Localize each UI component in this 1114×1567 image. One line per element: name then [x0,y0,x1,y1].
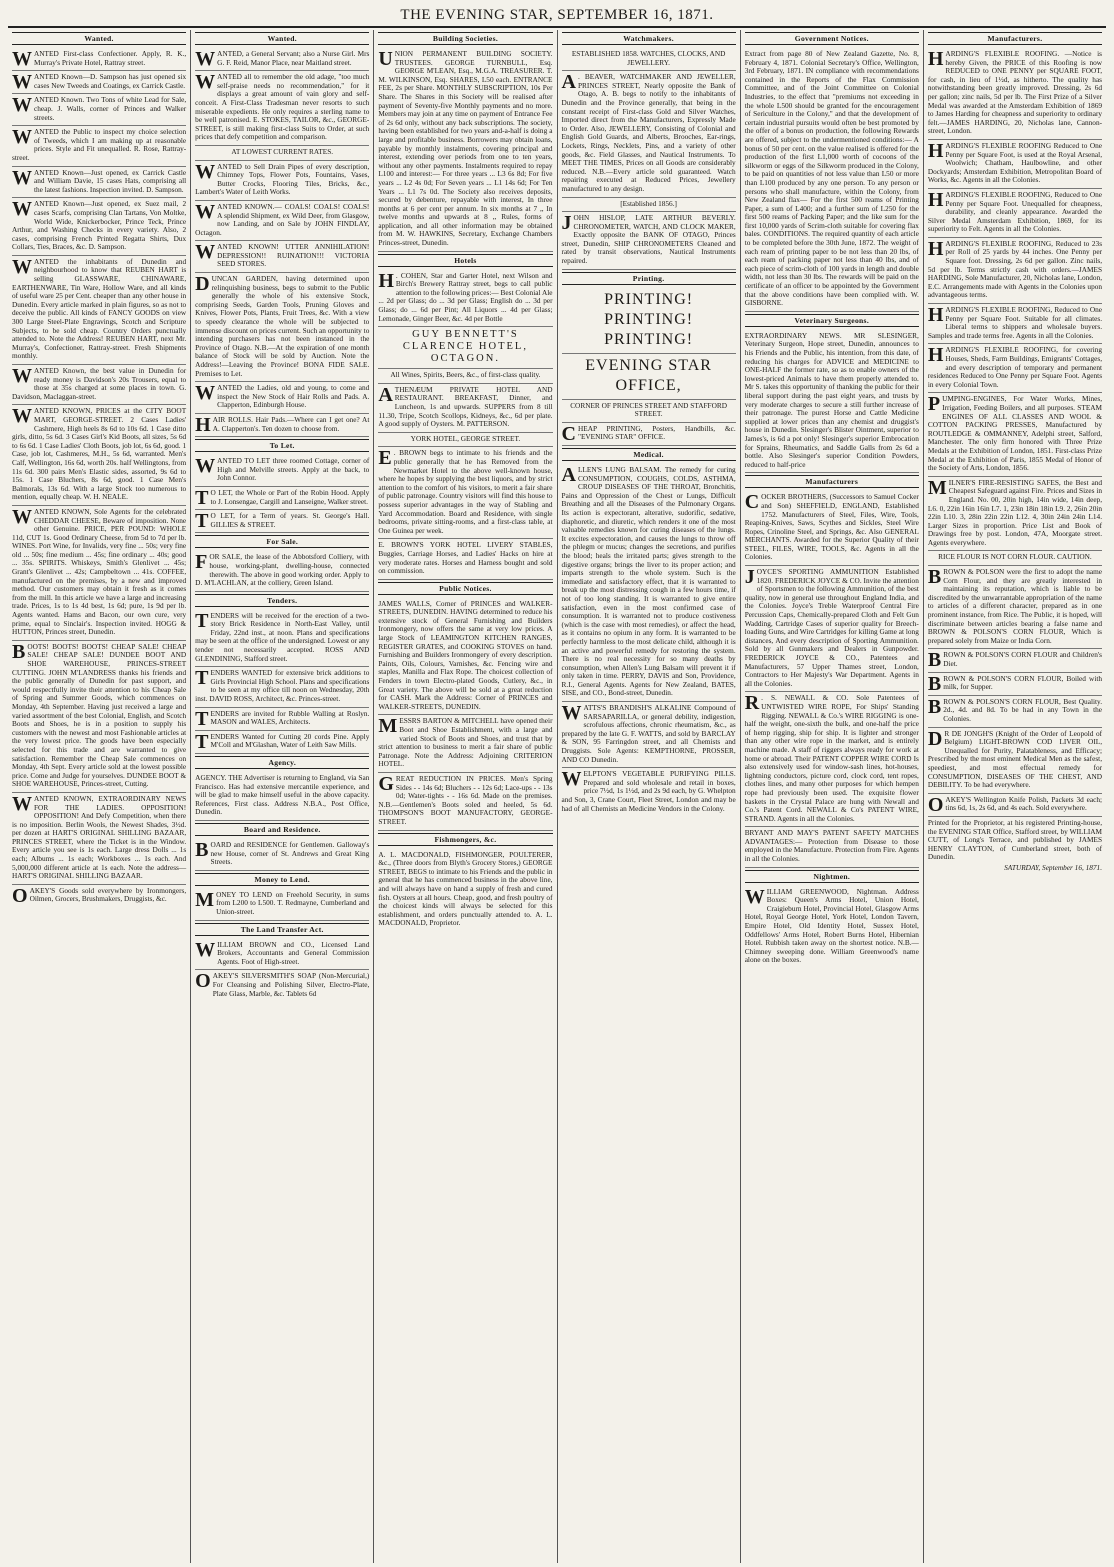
advertisement [195,839,369,871]
advertisement [378,773,552,831]
advertisement [928,393,1102,476]
advertisement-text: ROWN & POLSON'S CORN FLOUR, Boiled with milk, for Supper. [943,673,1103,692]
advertisement [745,886,919,968]
drop-cap: W [12,94,32,117]
advertisement [378,433,552,448]
drop-cap: H [195,413,211,436]
advertisement-text: OARD and RESIDENCE for Gentlemen. Galloway's new House, corner of St. Andrews and Great King Streets. [210,839,370,867]
advertisement-text: ELPTON'S VEGETABLE PURIFYING PILLS. Prepared and sold wholesale and retail in boxes, price 7½d, 1s 1½d, and 2s 9d each, by G. Whelpton and Son, 3, Crane Court, Fleet Street, London and may be had of all Chemists an Medicine Vendors in the Colony. [561,769,736,813]
section-heading: Building Societies. [378,32,552,45]
advertisement [928,551,1102,566]
drop-cap: T [195,667,209,690]
advertisement-text: ENDERS are invited for Rubble Walling at Roslyn. MASON and WALES, Architects. [210,708,370,727]
advertisement [378,849,552,931]
printer-imprint: Printed for the Proprietor, at his registered Printing-house, the EVENING STAR Office, Stafford street, by WILLIAM CUTT, of Long's Terrace, and published by JAMES HENRY CLAYTON, of Cumberland street, both of Dunedin. [927,817,1103,862]
advertisement [195,889,369,921]
advertisement-text: AT LOWEST CURRENT RATES. [231,146,334,156]
advertisement [12,126,186,166]
advertisement [195,146,369,161]
advertisement-text: ENDERS will be received for the erection of a two-story Brick Residence in North-East Valley, until Friday, 22nd inst., at noon. Plans and specifications may be seen at the office of the undersigned. Lowest or any tender not necessarily accepted. ROSS AND GLENDINING, Stafford street. [195,610,370,663]
drop-cap: T [195,730,209,753]
advertisement [378,447,552,539]
issue-date: SATURDAY, September 16, 1871. [1004,862,1103,872]
advertisement-text: ILLIAM BROWN and CO., Licensed Land Brokers, Accountants and General Commission Agents. Foot of High-street. [217,939,370,966]
advertisement [378,384,552,433]
section-heading: The Land Transfer Act. [195,923,369,936]
drop-cap: W [561,768,582,791]
advertisement [195,708,369,731]
drop-cap: W [12,365,32,387]
advertisement-text: OYCE'S SPORTING AMMUNITION Established 1820. FREDERICK JOYCE & CO. Invite the attention of Sportsmen to the following Ammunition, of the best quality, now in general use throughout England India, and the Colonies. Joyce's Treble Waterproof Central Fire Percussion Caps, Chemically-prepared Cloth and Felt Gun Wadding, Cartridge Cases of superior quality for Breech-loading Guns, and Wire Cartridges for killing Game at long distances, And every description of Sporting Ammunition. Sold by all Gunmakers and Dealers in Gunpowder. FREDERICK JOYCE & CO., Patentees and Manufacturers, 57 Upper Thames street, London, Contractors to Her Majesty's War Department. Agents in all the Colonies. [744,567,919,688]
drop-cap: A [561,464,576,487]
advertisement-text: . BROWN begs to intimate to his friends and the public generally that he has Removed from the Newmarket Hotel to the above well-known house, where he hopes by supplying the best liquors, and by strict attention to the comfort of his visitors, to merit a fair share of public patronage. Country visitors will find this house to possess superior advantages in the way of Stabling and Yard Accommodation. Board and Residence, with single bedrooms, private sitting-rooms, and a first-class table, at One Guinea per week. [378,448,553,535]
advertisement [195,48,369,71]
section-heading: Medical. [562,448,736,461]
advertisement [745,491,919,566]
advertisement-text: ROWN & POLSON'S CORN FLOUR and Children's Diet. [943,650,1103,668]
advertisement [195,487,369,510]
section-heading: Fishmongers, &c. [378,833,552,846]
advertisement-text: JAMES WALLS, Corner of PRINCES and WALKER-STREETS, DUNEDIN. HAVING determined to reduce his extensive stock of General Furnishing and Builders Ironmongery, now offers the same at very low prices. A large Stock of LEAMINGTON KITCHEN RANGES, REGISTER GRATES, and COOKING STOVES on hand. Furnishing and Builders Ironmongery of every description. Paints, Oils, Colours, Varnishes, &c. Fencing wire and staples, Manilla and Flax Rope. The choicest collection of Fenders in town Electro-plated Goods, Cutlery, &c., in Great variety. The above will be sold at a great reduction for CASH. Mark the Address: Corner of PRINCES and WALKER-STREETS, DUNEDIN. [378,598,553,711]
advertisement-text: [Established 1856.] [620,198,677,208]
advertisement-text: ATTS'S BRANDISH'S ALKALINE Compound of SARSAPARILLA, or general debility, indigestion, scrofulous affections, chronic rheumatism, &c., as prepared by the late G. F. WATTS, and sold by BARCLAY & SON, 95 Farringdon street, and all Chemists and Druggists. Sole Agents: KEMPTHORNE, PROSSER, AND CO Dunedin. [561,703,736,764]
advertisement [928,566,1102,649]
advertisement [562,212,736,270]
drop-cap: B [927,649,942,672]
advertisement-text: O LET, for a Term of years. St. George's Hall. GILLIES & STREET. [210,511,370,529]
advertisement-text: GUY BENNETT'S CLARENCE HOTEL, OCTAGON. [402,329,528,365]
advertisement-text: AKEY'S Goods sold everywhere by Ironmongers, Oilmen, Grocers, Brushmakers, Druggists, &c. [29,885,187,904]
advertisement [928,728,1102,794]
drop-cap: O [12,884,28,907]
drop-cap: T [195,707,209,730]
drop-cap: H [927,237,944,260]
col-3 [374,30,557,1563]
col-2 [191,30,374,1563]
advertisement-text: UNCAN GARDEN, having determined upon relinquishing business, begs to submit to the Public generally the whole of his extensive Stock, comprising Seeds, Garden Tools, Pruning Gloves and Knives, Flower Pots, Plants, Fruit Trees, &c. With a view to speedy clearance the whole will be subjected to immense discount on prices current. Such an opportunity to intending purchasers has not been instanced in the Province of Otago. N.B.—At the expiration of one month balance of Stock will be sold by Auction. Note the Address!—Leaving the Province! BONA FIDE SALE. Premises to Let. [195,274,370,378]
advertisement [562,354,736,400]
advertisement [195,201,369,241]
advertisement [378,369,552,384]
drop-cap: W [12,198,32,221]
drop-cap: B [927,566,942,589]
advertisement-text: ANTED First-class Confectioner. Apply, R. K., Murray's Private Hotel, Rattray street. [34,49,187,67]
advertisement [928,794,1102,817]
advertisement-text: EVENING STAR OFFICE, [585,356,712,394]
drop-cap: B [927,672,942,695]
advertisement [745,827,919,867]
drop-cap: H [927,188,944,211]
advertisement-text: CORNER OF PRINCES STREET AND STAFFORD STREET. [570,400,727,419]
advertisement [928,304,1102,344]
drop-cap: D [195,273,210,296]
advertisement-text: ARDING'S FLEXIBLE ROOFING, Reduced to 23s per Roll of 25 yards by 44 inches. One Penny per Square foot. Dressing, 2s 6d per gallon. Zinc nails, 5d per lb. Terms strictly cash with orders.—JAMES HARDING, Sole Manufacturer, 20, Nicholas lane, London, E.C. Arrangements made with Agents in the Colonies upon advantageous terms. [927,238,1103,300]
advertisement-text: ANTED the inhabitants of Dunedin and neighbourhood to know that REUBEN HART is selling GLASSWARE, CHINAWARE, EARTHENWARE, Tin Ware, Hollow Ware, and all kinds of useful ware 25 per Cent. cheaper than any other house in Dunedin. Every article marked in plain figures, so as not to deceive the public. All kinds of FANCY GOODS on view 300 Large Steel-Plate Engravings, Scotch and Scripture Subjects, to be sold cheap. Country Orders punctually attended to. Note the Address! REUBEN HART, next Mr. Murray's, Confectioner, Rattray-street. Fresh Shipments monthly. [12,256,187,361]
advertisement-text: Extract from page 80 of New Zealand Gazette, No. 8, February 4, 1871. Colonial Secretary's Office, Wellington, 3rd February, 1871. IN compliance with recommendations contained in the Reports of the Flax Commission Committee, and of the Joint Committee on Colonial Industries, to the effect that "premiums not exceeding in the whole L500 should be granted for the encouragement of Sericulture in the Colony," and that the development of certain industrial pursuits would often be best promoted by the offer of a bonus on production, the following Rewards are offered, subject to the undermentioned conditions:— A bonus of 50 per cent. on the value realised is offered for the production of the first L1,000 worth of cocoons of the silkworm or eggs of the Silkworm produced in the Colony, to be paid on quantities of not less value than L50 or more than L100 produced by any one person. To any person or persons who shall manufacture, within the Colony, from New Zealand flax— For the first 500 reams of Printing Paper, a sum of L400; and a further sum of L250 for the first 500 reams of Packing Paper; and the like sum for the first 10,000 yards of Scrim-cloth suitable for covering flax bales. CONDITIONS. The required quantity of each article to be completed before the 30th June, 1872. The weight of each ream of printing paper to be not less than 20 lbs, of each ream of packing paper not less than 40 lbs, and of each piece of scrim-cloth of 100 yards in length and double width, not less than 30 lbs. The rewards will be paid on the certificate of an officer to be appointed by the Government that the above conditions have been complied with. W. GISBORNE. [744,49,919,308]
drop-cap: D [927,727,943,750]
advertisement [12,198,186,256]
drop-cap: B [12,640,26,663]
advertisement-text: ANTED Known—D. Sampson has just opened six cases New Tweeds and Coatings, ex Carrick Castle. [34,72,187,90]
advertisement [12,506,186,641]
section-heading: Watchmakers. [562,32,736,45]
advertisement-text: ANTED Known—Just opened, ex Suez mail, 2 cases Scarfs, comprising Clan Tartans, Von Moltke, World Wide, Knickerbocker, Prince Teck, Prince Arthur, and Washing Checks in every variety. Also, 2 cases, comprising French Printed Regatta Shirts, Dux Collars, Ties, Braces, &c. D. Sampson. [12,199,187,252]
advertisement [562,423,736,446]
col-4 [558,30,741,1563]
section-heading: Agency. [195,756,369,769]
advertisement-text: R DE JONGH'S (Knight of the Order of Leopold of Belgium) LIGHT-BROWN COD LIVER OIL, Unequalled for Purity, Palatableness, and Efficacy; Prescribed by the most eminent Medical Men as the safest, speediest, and most effectual remedy for CONSUMPTION, DISEASES OF THE CHEST, AND DEBILITY. To be had everywhere. [927,728,1103,790]
advertisement-text: LLEN'S LUNG BALSAM. The remedy for curing CONSUMPTION, COUGHS, COLDS, ASTHMA, CROUP DISEASES OF THE THROAT, Bronchitis, Pains and Oppression of the Chest or Lungs, Difficult Breathing and all the Diseases of the Pulmonary Organs. Its action is expectorant, alterative, sudorific, sedative, diaphoretic, and diuretic, which renders it one of the most valuable remedies known for curing diseases of the lungs. It excites expectoration, and causes the lungs to throw off the phlegm or mucus; changes the secretions, and purifies the blood; heals the irritated parts; gives strength to the digestive organs; brings the liver to its proper action; and imparts strength to the whole system. Such is the immediate and satisfactory effect, that it is warranted to break up the most distressing cough in a few hours time, if not of too long standing. It is warranted to give entire satisfaction, even in the most confirmed case of consumption. It is warranted not to produce costiveness (which is the case with most remedies), or affect the head, as it contains no opium in any form. It is warranted to be perfectly harmless to the most delicate child, although it is an active and powerful remedy for restoring the system. There is no real necessity for so many deaths by consumption, when Allen's Lung Balsam will prevent it if only taken in time. PERRY, DAVIS and Son, Providence, R.I., General Agents. Agents for New Zealand, BATES, SISE, and CO., Bond-street, Dunedin. [561,465,736,698]
col-1 [8,30,191,1563]
drop-cap: W [195,455,216,478]
drop-cap: H [927,48,944,70]
advertisement-text: ROWN & POLSON were the first to adopt the name Corn Flour, and they are greatly interested in maintaining its reputation, which is liable to be discredited by the unwarrantable appropriation of the name to articles of a different character, prepared as in one prominent instance, from Rice. The Public, it is hoped, will discriminate between articles bearing a false name and BROWN & POLSON'S CORN FLOUR, Which is prepared solely from Maize or India Corn. [927,567,1103,645]
advertisement-text: ILNER'S FIRE-RESISTING SAFES, the Best and Cheapest Safeguard against Fire. Prices and Sizes in England. No. 00, 20in high, 14in wide, 14in deep, L6. 0, 22in 16in 16in L7. 1, 23in 18in 18in L9. 2, 26in 20in 22in L10. 3, 28in 22in 22in L12. 4, 30in 24in 24in L14. Larger Sizes in proportion. Price List and Book of Drawings free by post. London, 47A, Moorgate street. Agents everywhere. [927,477,1103,547]
column-container [8,30,1106,1563]
drop-cap: B [927,695,942,718]
advertisement [928,673,1102,696]
advertisement-text: ANTED KNOWN, PRICES at the CITY BOOT MART, GEORGE-STREET. 2 Cases Ladies' Cashmere, High heels 8s 6d to 10s 6d. 1 Case ditto girls, ditto, 5s 6d. 3 Cases Girl's Kid Boots, all sizes, 5s 6d to 6s 6d. 1 Case Ladies' Cloth Boots, job lot, 6s 6d, good. 1 Case, job lot, Cashmeres, M.H., 5s 6d, warranted. Men's Calf, Wellington, 16s 6d, worth 20s. half Wellingtons, from 11s 6d. 300 pairs Men's Elastic sides, assorted, 9s 6d to 15s. 1 Case Bluchers, 8s 6d, good. 1 Case Men's Balmorals, 13s 6d. With a large Stock too numerous to mention, equally cheap. W. H. NEALE. [12,406,187,502]
drop-cap: W [12,792,32,815]
advertisement-text: ROWN & POLSON'S CORN FLOUR, Best Quality. 2d., 4d. and 8d. To be had in any Town in the Colonies. [943,696,1103,723]
advertisement-text: RICE FLOUR IS NOT CORN FLOUR. CAUTION. [938,552,1092,562]
advertisement [12,48,186,71]
advertisement [195,731,369,754]
drop-cap: T [195,609,209,632]
advertisement [378,270,552,328]
section-heading: Wanted. [12,32,186,45]
advertisement [928,189,1102,238]
advertisement [12,167,186,199]
advertisement [562,768,736,816]
drop-cap: W [12,166,32,189]
drop-cap: C [561,422,576,445]
advertisement [562,288,736,354]
advertisement [745,692,919,827]
drop-cap: R [744,692,760,715]
advertisement [12,365,186,405]
section-heading: Money to Lend. [195,873,369,886]
drop-cap: T [195,510,209,533]
advertisement-text: OOTS! BOOTS! BOOTS! CHEAP SALE! CHEAP SALE! CHEAP SALE! DUNDEE BOOT AND SHOE WAREHOUSE, PRINCES-STREET CUTTING. JOHN M'LANDRESS thanks his friends and the public generally of Dunedin for past support, and would respectfully invite their attention to his Cheap Sale of Spring and Summer Goods, which commences on Monday, 4th September. Having just received a large and varied assortment of the best Colonial, English, and Scotch Boots and Shoes, he is in a position to supply his customers with the newest and most Fashionable articles at the very lowest price. The goods have been especially selected for this trade and are warranted to give satisfaction. Remember the Cheap Sale commences on Monday, 4th Sept. Every article sold at the lowest possible price. Come and Judge for yourselves. DUNDEE BOOT & SHOE WAREHOUSE, Princes-street, Cutting. [12,641,187,789]
section-heading: Hotels [378,254,552,267]
drop-cap: H [927,344,944,367]
advertisement-text: . BEAVER, WATCHMAKER AND JEWELLER, PRINCES STREET, Nearly opposite the Bank of Otago, A. B. begs to notify to the inhabitants of Dunedin and the Province generally, that being in the constant receipt of First-class Gold and Silver Watches, Imported direct from the Manufacturers, Expressly Made to Order. Also, JEWELLERY, Consisting of Colonial and English Gold Guards, and Alberts, Brooches, Ear-rings, Lockets, Rings, Necklets, Pins, and a variety of other goods, &c. Field Glasses, and Nautical Instruments. To MEET THE TIMES, Prices on all Goods are considerably reduced. N.B.—Every article sold guaranteed. Watch repairing executed at Reduced Prices, Jewellery manufactured to any design. [561,72,736,193]
drop-cap: O [195,970,211,993]
advertisement [195,667,369,707]
advertisement-text: ANTED Known. Two Tons of white Lead for Sale, cheap. J. Walls, corner of Princes and Walker streets. [34,95,187,122]
advertisement-text: BRYANT AND MAY'S PATENT SAFETY MATCHES ADVANTAGES:— Protection from Disease to those employed in the Manufacture. Protection from Fire. Agents in all the Colonies. [744,828,919,864]
drop-cap: W [12,405,32,428]
advertisement-text: ANTED to Sell Drain Pipes of every description, Chimney Tops, Flower Pots, Fountains, Vases, Butter Crocks, Flooring Tiles, Bricks, &c., Lambert's Water of Leith Works. [195,161,370,197]
advertisement [928,344,1102,393]
drop-cap: T [195,486,209,509]
drop-cap: W [12,126,32,149]
advertisement-text: NION PERMANENT BUILDING SOCIETY. TRUSTEES. GEORGE TURNBULL, Esq. GEORGE M'LEAN, Esq., M.G.A. TREASURER. T. M. WILKINSON, Esq. SHARES, L50 each. ENTRANCE FEE, 2s per Share. MONTHLY SUBSCRIPTION, 10s Per Share. The Shares in this Society will be realised after payment of Seventy-five Monthly payments and no more. Members may join at any time on payment of Entrance Fee of 2s 6d only, without any back subscriptions. The society, having been established for two years and-a-half is doing a large and profitable business. Borrowers may obtain loans, payable by monthly instalments, covering principal and interest, extending over periods from one to ten years, without any other payments. Instalments required to repay L100 and interest:— For three years ... L3 6s 8d; For five years ... L2 4s 0d; For Seven years ... L1 14s 6d; For Ten Years ... L1 7s 0d. The Society also receives deposits, secured by debenture, repayable with interest, In three months at 6 per cent per annum. In six months at 7 ,, In twelve months and upwards at 8 ,, Rules, forms of application, and all other information may be obtained from M. W. HAWKINS, Secretary, Exchange Chambers Princes-street, Dunedin. [378,49,553,248]
advertisement-text: ONEY TO LEND on Freehold Security, in sums from L200 to L500. T. Redmayne, Cumberland and Union-street. [216,889,370,916]
advertisement-text: HEAP PRINTING, Posters, Handbills, &c. "EVENING STAR" OFFICE. [577,423,736,442]
advertisement-text: ARDING'S FLEXIBLE ROOFING. —Notice is hereby Given, the PRICE of this Roofing is now REDUCED to ONE PENNY per SQUARE FOOT, for cash, in lieu of 1½d, as hitherto. The quality has notwithstanding been greatly improved. Dressing, 2s 6d per gallon; zinc nails, 5d per lb. The First Prize of a Silver Medal was awarded at the Amsterdam Exhibition of 1869 to James Harding for cheapness and superiority to ordinary felt.—JAMES HARDING, 20, Nicholas lane, Cannon-street, London. [927,49,1103,136]
drop-cap: W [195,382,216,405]
advertisement [12,71,186,94]
advertisement [378,715,552,773]
section-heading: Manufacturers. [928,32,1102,45]
advertisement [195,382,369,414]
drop-cap: H [927,304,944,327]
drop-cap: W [12,505,32,528]
advertisement [195,551,369,591]
advertisement-text: ARDING'S FLEXIBLE ROOFING, Reduced to One Penny per Square Foot. Unequalled for cheapness, durability, and cleanly appearance. Awarded the Silver Medal Amsterdam Exhibition, 1869, for its superiority to Felt. Agents in all the Colonies. [927,189,1103,234]
advertisement-text: ANTED the Public to inspect my choice selection of Tweeds, which I am making up at reasonable prices. Style and Fit unequalled. R. Rose, Rattray-street. [12,127,187,162]
drop-cap: G [378,772,394,795]
advertisement-text: ANTED KNOWN! UTTER ANNIHILATION! DEPRESSION!! RUINATION!!! VICTORIA SEED STORES. [217,242,370,269]
section-heading: Wanted. [195,32,369,45]
drop-cap: P [927,393,941,416]
advertisement-text: ESSRS BARTON & MITCHELL have opened their Boot and Shoe Establishment, with a large and varied Stock of Boots and Shoes, and trust that by strict attention to business to merit a fair share of public Patronage. Note the Address: Adjoining CRITERION HOTEL. [378,716,553,769]
drop-cap: W [195,160,216,183]
advertisement-text: E. BROWN'S YORK HOTEL LIVERY STABLES, Buggies, Carriage Horses, and Ladies' Hacks on hire at very moderate rates. Horses and Harness bought and sold on commission. [378,540,553,576]
drop-cap: W [561,702,582,725]
drop-cap: J [561,212,572,235]
advertisement-text: OR SALE, the lease of the Abbotsford Colliery, with house, working-plant, dwelling-house, connected therewith. The above in good working order. Apply to D. M'LACHLAN, at the colliery, Green Island. [195,552,370,588]
advertisement-text: AGENCY. THE Advertiser is returning to England, via San Francisco. Has had extensive mercantile experience, and will be glad to make himself useful in the above capacity. References, First class. Address N.B.A., Post Office, Dunedin. [195,773,370,817]
advertisement [745,566,919,692]
drop-cap: B [195,838,209,861]
advertisement [562,48,736,71]
advertisement [12,256,186,365]
advertisement [195,510,369,533]
drop-cap: U [378,48,393,70]
advertisement [928,140,1102,189]
advertisement-text: ANTED KNOWN, Sole Agents for the celebrated CHEDDAR CHEESE, Beware of imposition. None other Genuine. PRICE, PER POUND: WHOLE 11d, CUT 1s. Good Ordinary Cheese, from 5d to 7d per lb. WINES. Port Wine, for Invalids, very fine ... 50s; very fine old ... 50s; fine medium ... 45s; fine ordinary ... 40s; good ... 35s. SPIRITS. Whiskeys, Smith's Glenlivet ... 45s; Grant's Glenlivet ... 42s; Campbeltown ... 41s. COFFEE, manufactured on the premises, by a new and improved method. Our customers may obtain it fresh as it comes from the mill. In this article we have a large and increasing trade. Prices, 1s to 1s 4d best, 1s 6d; pure, 1s 9d per lb. Agents wanted. Hams and Bacon, our own cure, very prime, equal to Sinclair's. Inspection invited. HOGG & HUTTON, Princes street, Dunedin. [12,506,187,637]
advertisement-text: ANTED, a General Servant; also a Nurse Girl. Mrs G. F. Reid, Manor Place, near Maitland street. [217,49,370,67]
advertisement [195,772,369,821]
advertisement [195,273,369,382]
drop-cap: M [195,888,215,911]
advertisement-text: REAT REDUCTION IN PRICES. Men's Spring Sides - - 14s 6d; Bluchers - - 12s 6d; Lace-ups - - 13s 0d; Water-tights - - 16s 6d. Made on the premises. N.B.—Gentlemen's Boots soled and heeled, 5s 6d. THOMPSON'S BOOT MANUFACTORY, GEORGE-STREET. [378,773,553,826]
advertisement [195,939,369,971]
advertisement-text: AIR ROLLS. Hair Pads.—Where can I get one? At A. Clapperton's. Ten dozen to choose from. [212,414,370,433]
drop-cap: J [744,566,755,589]
drop-cap: W [195,200,216,223]
advertisement-text: THENÆUM PRIVATE HOTEL AND RESTAURANT. BREAKFAST, Dinner, and Luncheon, 1s and upwards. SUPPERS from 8 till 11.30, Tripe, Scotch Scollops, Kidneys, &c., 6d per plate. A good supply of Oysters. M. PATTERSON. [378,384,553,429]
advertisement-text: ESTABLISHED 1858. WATCHES, CLOCKS, AND JEWELLERY. [571,49,726,67]
drop-cap: H [927,139,944,162]
advertisement-text: ILLIAM GREENWOOD, Nightman. Address Boxes: Queen's Arms Hotel, Union Hotel, Craigieburn Hotel, Provincial Hotel, Glasgow Arms Hotel, Royal George Hotel, York Hotel, London Tavern, Empire Hotel, Old Identity Hotel, Sussex Hotel, Oddfellows' Arms Hotel, Robert Burns Hotel, Hibernian Hotel. Rubbish taken away on the shortest notice. N.B.—Chimney sweeping done. William Greenwood's name alone on the boxes. [744,886,919,965]
drop-cap: W [12,255,32,278]
col-5 [741,30,924,1563]
advertisement-text: ARDING'S FLEXIBLE ROOFING Reduced to One Penny per Square Foot, is used at the Royal Arsenal, Woolwich; Chatham, Haulbowline, and other Dockyards; Amsterdam Exhibition, Metropolitan Board of Works, &c. Agents in all the Colonies. [927,140,1103,185]
advertisement [562,198,736,213]
advertisement [562,400,736,423]
advertisement [378,539,552,579]
advertisement [195,71,369,146]
drop-cap: A [561,71,576,94]
advertisement [195,414,369,437]
advertisement-text: ANTED Known, the best value in Dunedin for ready money is Davidson's 20s Trousers, equal to those at 35s charged at some places in town. G. Davidson, Maclaggan-street. [12,366,187,401]
advertisement [928,696,1102,728]
advertisement [745,48,919,312]
drop-cap: W [195,71,216,94]
advertisement [12,94,186,126]
col-6 [924,30,1106,1563]
advertisement [562,702,736,768]
advertisement-text: UMPING-ENGINES, For Water Works, Mines, Irrigation, Feeding Boilers, and all purposes. STEAM ENGINES OF ALL CLASSES AND WOOL & COTTON PACKING PRESSES, Manufactured by ROUTLEDGE & OMMANNEY, Adelphi street, Salford, Manchester. The only firm honored with Three Prize Medals at the Exhibition of London, 1851. First-class Prize Medal at the Exhibition of Paris, 1855 Medal of Honor of the Society of Arts, London, 1856. [927,394,1103,473]
advertisement-text: ARDING'S FLEXIBLE ROOFING, for covering Houses, Sheds, Farm Buildings, Emigrants' Cottages, and every description of temporary and permanent residences Reduced to One Penny per Square Foot. Agents in every Colonial Town. [927,345,1103,389]
advertisement [12,641,186,793]
advertisement-text: ANTED Known—Just opened, ex Carrick Castle and William Davie, 15 cases Hats, comprising all the latest fashions. Inspection invited. D. Sampson. [34,167,187,194]
advertisement-text: O LET, the Whole or Part of the Robin Hood. Apply to J. Lonsengae, Cargill and Lanseigne, Walker street. [210,487,370,506]
section-heading: Government Notices. [745,32,919,45]
advertisement [745,330,919,474]
section-heading: To Let. [195,439,369,452]
advertisement-text: YORK HOTEL, GEORGE STREET. [410,433,521,443]
advertisement-text: ANTED all to remember the old adage, "too much self-praise needs no recommendation," for it displays a great amount of vain glory and self-conceit. A First-Class Tradesman never resorts to such miserable expedients. He only requires a sterling name to be well patronised. E. STOKES, TAILOR, &c., GEORGE-STREET, is still making first-class Suits to Order, at such prices that defy competition and comparison. [195,72,370,142]
advertisement [195,610,369,668]
advertisement-text: ANTED KNOWN, EXTRAORDINARY NEWS FOR THE LADIES. OPPOSITION! OPPOSITION! And Defy Competition, when there is no imposition. Berlin Wools, the Newest Shades, 3½d. per dozen at HART'S ORIGINAL SHILLING BAZAAR, PRINCES STREET, where the Ticket is in the Window. Every article you see is 1s each. Large dress Dolls ... 1s each; Albums ... 1s each; Workboxes ... 1s each. And 5,000,000 different article at 1s each. Note the address—HART'S ORIGINAL SHILLING BAZAAR. [12,793,187,881]
advertisement [928,477,1102,552]
section-heading: Veterinary Surgeons. [745,314,919,327]
advertisement-text: ENDERS Wanted for Cutting 20 cords Pine. Apply M'Coll and M'Glashan, Water of Leith Saw Mills. [210,731,370,750]
advertisement [12,793,186,885]
section-heading: For Sale. [195,535,369,548]
drop-cap: M [378,715,398,738]
drop-cap: W [12,71,32,94]
advertisement [928,238,1102,304]
section-heading: Board and Residence. [195,823,369,836]
advertisement-text: A. L. MACDONALD, FISHMONGER, POULTERER, &c., (Three doors from Blyth's Grocery Stores,) GEORGE STREET, BEGS to intimate to his Friends and the public in general that he has commenced business in the above line, and will always have on hand a supply of fresh and cured fish. Oysters at all hours. Cheap, good, and fresh poultry of the choicest kinds will always be selected for this establishment, and orders punctually attended to. A. L. MACDONALD, Proprietor. [378,849,553,928]
advertisement-text: EXTRAORDINARY NEWS. MR SLESINGER, Veterinary Surgeon, Hope street, Dunedin, announces to his Friends and the Public, his intention, from this date, of reducing his charges for ADVICE and MEDICINE to ONE-HALF the former rate, so as to enable owners of the lowest-priced Animals to have them properly attended to. Mr S. takes this opportunity of thanking the public for their liberal support during the past eight years, and trusts by very moderate charges to secure a still further increase of their patronage. The purest Horse and Cattle Medicine supplied at lower prices than any chemist and druggist's house in Dunedin. Slesinger's Blister Ointment, superior to James's, is 6d a pot only! Slesinger's superior Embrocation for Sprains, Rheumatics, and Saddle Galls from 2s 6d a bottle. Also Slesinger's superior Condition Powders, reduced to half-price [744,330,919,469]
drop-cap: F [195,551,208,574]
drop-cap: M [927,476,947,499]
advertisement-text: . COHEN, Star and Garter Hotel, next Wilson and Birch's Brewery Rattray street, begs to call public attention to the following prices:— Best Colonial Ale ... 2d per Glass; do ... 3d per Glass; English do ... 3d per Glass; do ... 6d per Pint; All Liquors ... 4d per Glass; Lemonade, Ginger Beer, &c. 4d per Bottle [378,270,553,323]
advertisement-text: . S. NEWALL & CO. Sole Patentees of UNTWISTED WIRE ROPE, For Ships' Standing Rigging. NEWALL & Co.'s WIRE RIGGING is one-half the weight, one-sixth the bulk, and one-half the price of hemp rigging, ship for ship. It is lighter and stronger than any other wire rope in the market, and is entirely machine made. A staff of riggers always ready for work at home or abroad. Their PATENT COPPER WIRE CORD Is also extensively used for window-sash lines, hot-houses, lightning conductors, picture cord, clock cord, tent ropes, clothes lines, and many other purposes for which hempen rope had previously been used. The exquisite flower baskets in the Crystal Palace are hung with Newall and Co.'s Patent Cord. NEWALL & Co's PATENT WIRE, STRAND. Agents in all the Colonies. [744,693,919,823]
advertisement-text: OHN HISLOP, LATE ARTHUR BEVERLY. CHRONOMETER, WATCH, AND CLOCK MAKER, Exactly opposite the BANK OF OTAGO, Princes street, Dunedin, SHIP CHRONOMETERS Cleaned and rated by transit observations, Nautical Instruments repaired. [561,213,736,266]
advertisement [928,649,1102,672]
advertisement-text: PRINTING! PRINTING! PRINTING! [604,290,694,348]
drop-cap: W [744,885,765,908]
drop-cap: O [927,793,944,816]
advertisement-text: AKEY'S Wellington Knife Polish, Packets 3d each; tins 6d, 1s, 2s 6d, and 4s each. Sold everywhere. [945,794,1103,813]
drop-cap: H [378,269,394,292]
advertisement [562,71,736,197]
advertisement [378,327,552,369]
drop-cap: C [744,491,760,514]
drop-cap: W [12,48,32,70]
advertisement [12,405,186,506]
advertisement-text: AKEY'S SILVERSMITH'S SOAP (Non-Mercurial,) For Cleansing and Polishing Silver, Electro-Plate, Plate Glass, Marble, &c. Tablets 6d [212,971,370,998]
advertisement [928,48,1102,140]
section-heading: Manufacturers [745,475,919,488]
drop-cap: W [195,48,216,70]
section-heading: Public Notices. [378,582,552,595]
advertisement [562,464,736,702]
advertisement [12,885,186,907]
advertisement [378,48,552,252]
section-heading: Nightmen. [745,870,919,883]
advertisement-text: All Wines, Spirits, Beers, &c., of first-class quality. [390,370,541,380]
drop-cap: W [195,241,216,264]
advertisement [195,455,369,487]
advertisement-text: ENDERS WANTED for extensive brick additions to Girls Provincial High School. Plans and specifications to be seen at my office till noon on Wednesday, 20th inst. DAVID ROSS, Architect, &c. Princes-street. [195,668,370,704]
advertisement-text: ANTED KNOWN.— COALS! COALS! COALS! A splendid Shipment, ex Wild Deer, from Glasgow, now Landing, and on Sale by JOHN FINDLAY, Octagon. [195,201,370,237]
section-heading: Tenders. [195,594,369,607]
advertisement [195,241,369,273]
masthead-title: THE EVENING STAR, SEPTEMBER 16, 1871. [8,4,1106,28]
section-heading: Printing. [562,272,736,285]
advertisement [378,598,552,716]
drop-cap: A [378,383,393,406]
advertisement-text: ANTED the Ladies, old and young, to come and inspect the New Stock of Hair Rolls and Pads. A. Clapperton, Edinburgh House. [217,383,370,410]
advertisement-text: OCKER BROTHERS, (Successors to Samuel Cocker and Son) SHEFFIELD, ENGLAND, Established 1752. Manufacturers of Steel, Files, Wire, Tools, Reaping-Knives, Saws, Scythes and Sickles, Steel Wire Ropes, Crinoline Steel, and Springs, &c. Also GENERAL MERCHANTS. Awarded for the Superior Quality of their STEEL, FILES, WIRE, TOOLS, &c. Agents in all the Colonies. [744,492,919,562]
advertisement-text: ANTED TO LET three roomed Cottage, corner of High and Melville streets. Apply at the back, to John Connor. [217,456,370,483]
drop-cap: E [378,447,392,470]
drop-cap: W [195,938,216,961]
advertisement [195,161,369,201]
advertisement-text: ARDING'S FLEXIBLE ROOFING, Reduced to One Penny per Square Foot. Suitable for all climates. Liberal terms to shippers and wholesale buyers. Samples and trade terms free. Agents in all the Colonies. [927,305,1103,340]
advertisement [195,970,369,1001]
